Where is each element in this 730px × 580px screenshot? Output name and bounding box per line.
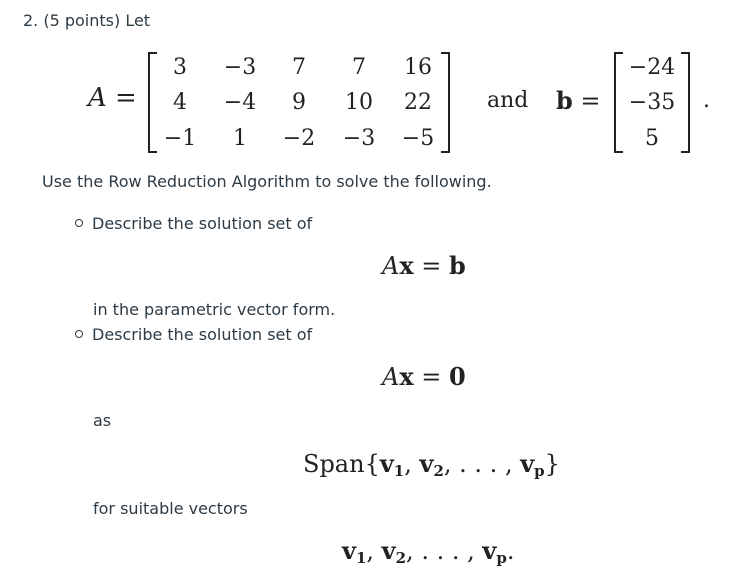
subscript: 2 bbox=[395, 549, 407, 567]
vector-b-symbol: b bbox=[556, 86, 573, 115]
ellipsis: . . . bbox=[421, 537, 468, 565]
matrix-a-cell: −4 bbox=[223, 90, 257, 115]
matrix-a-cell: 10 bbox=[345, 90, 373, 115]
comma: , bbox=[467, 537, 483, 565]
parametric-form-text: in the parametric vector form. bbox=[93, 300, 336, 319]
matrix-a-cell: −5 bbox=[401, 126, 435, 151]
span-expression bbox=[303, 449, 560, 480]
vector-b-label bbox=[556, 86, 601, 115]
bullet-circle-icon bbox=[75, 219, 83, 227]
vector-v: v bbox=[419, 449, 434, 478]
close-brace: } bbox=[544, 450, 560, 478]
suitable-vectors-text: for suitable vectors bbox=[93, 499, 248, 518]
end-period: . bbox=[506, 537, 515, 565]
matrix-a-cell: 22 bbox=[404, 90, 432, 115]
comma: , bbox=[406, 537, 422, 565]
problem-header: 2. (5 points) Let bbox=[23, 11, 151, 30]
eq-equals: = bbox=[413, 252, 450, 280]
matrix-a-cell: 4 bbox=[173, 90, 187, 115]
bullet-item bbox=[75, 325, 312, 344]
vector-v: v bbox=[379, 449, 394, 478]
vector-list bbox=[342, 536, 514, 567]
vector-v: v bbox=[520, 449, 535, 478]
equation-ax-0 bbox=[382, 362, 466, 391]
subscript: 1 bbox=[393, 462, 405, 480]
as-text: as bbox=[93, 411, 112, 430]
matrix-a bbox=[148, 52, 450, 153]
subscript: p bbox=[534, 462, 545, 480]
subscript: 2 bbox=[433, 462, 444, 480]
eq-vector-x: x bbox=[399, 362, 414, 391]
eq-matrix-symbol: A bbox=[382, 252, 400, 280]
vector-v: v bbox=[381, 536, 396, 565]
matrix-a-cell: 16 bbox=[404, 55, 432, 80]
comma: , bbox=[443, 450, 460, 478]
comma: , bbox=[404, 450, 420, 478]
eq-vector-x: x bbox=[399, 251, 414, 280]
eq-matrix-symbol: A bbox=[382, 363, 400, 391]
matrix-a-symbol: A bbox=[88, 83, 107, 113]
matrix-a-cell: 7 bbox=[292, 55, 306, 80]
vector-v: v bbox=[482, 536, 497, 565]
equals-sign: = bbox=[115, 83, 137, 113]
matrix-a-cell: −2 bbox=[282, 126, 316, 151]
matrix-a-cell: 9 bbox=[292, 90, 306, 115]
eq-equals: = bbox=[413, 363, 450, 391]
and-word: and bbox=[487, 88, 529, 113]
bullet-text: Describe the solution set of bbox=[92, 325, 313, 344]
eq-vector-b: b bbox=[449, 251, 466, 280]
matrix-a-cell: 7 bbox=[352, 55, 366, 80]
eq-zero-vector: 0 bbox=[449, 362, 466, 391]
bullet-item bbox=[75, 214, 312, 233]
matrix-a-cell: 1 bbox=[233, 126, 247, 151]
matrix-a-cell: −3 bbox=[223, 55, 257, 80]
bullet-circle-icon bbox=[75, 330, 83, 338]
vector-b-cell: −24 bbox=[628, 55, 676, 80]
matrix-a-label bbox=[88, 83, 137, 113]
instruction-text: Use the Row Reduction Algorithm to solve the following. bbox=[42, 172, 492, 191]
matrix-a-cell: −1 bbox=[163, 126, 197, 151]
trailing-period: . bbox=[703, 88, 710, 113]
matrix-a-cell: −3 bbox=[342, 126, 376, 151]
comma: , bbox=[504, 450, 521, 478]
matrix-a-cell: 3 bbox=[173, 55, 187, 80]
equals-sign: = bbox=[580, 87, 601, 115]
comma: , bbox=[366, 537, 382, 565]
subscript: 1 bbox=[355, 549, 367, 567]
vector-b-cell: −35 bbox=[628, 90, 676, 115]
vector-b-cell: 5 bbox=[645, 126, 659, 151]
vector-b bbox=[614, 52, 690, 153]
equation-ax-b bbox=[382, 251, 466, 280]
bullet-text: Describe the solution set of bbox=[92, 214, 313, 233]
span-word: Span{ bbox=[303, 450, 380, 478]
ellipsis: . . . bbox=[459, 450, 505, 478]
vector-v: v bbox=[342, 536, 356, 565]
subscript: p bbox=[496, 549, 507, 567]
